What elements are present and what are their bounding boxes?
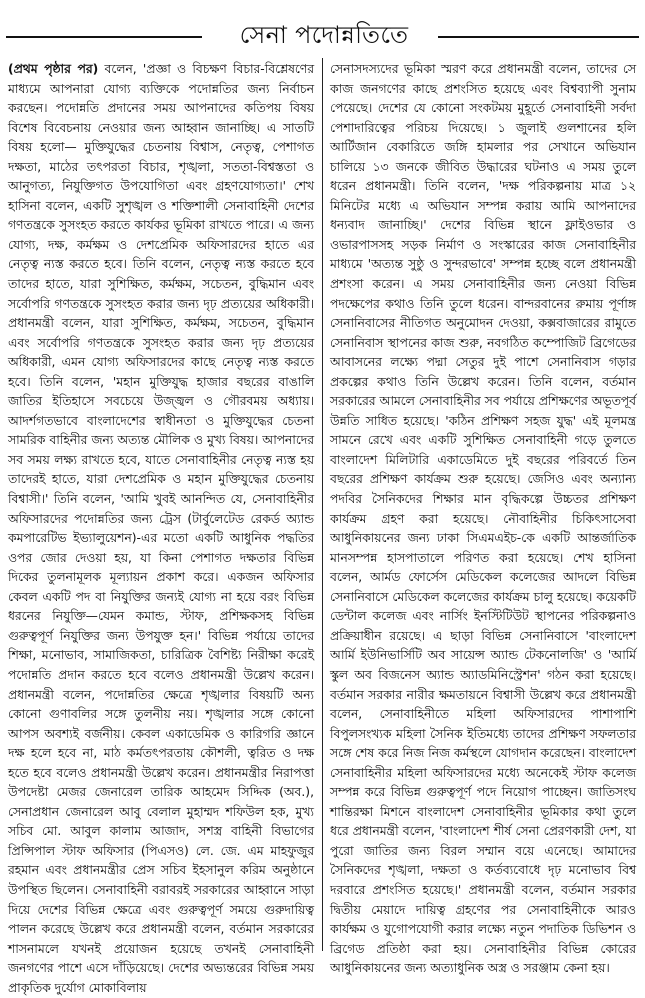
headline-title: সেনা পদোন্নতিতে xyxy=(239,21,409,49)
headline-rule-left xyxy=(6,36,202,38)
column-divider xyxy=(322,58,323,951)
headline-bar xyxy=(6,18,639,52)
article-paragraph-left xyxy=(8,60,314,998)
article-column-left xyxy=(8,60,314,995)
article-text-right: সেনাসদস্যদের ভূমিকা স্মরণ করে প্রধানমন্ত্রী বলেন, তাদের সে কাজ জনগণের কাছে প্রশংসিত হয়েছে এবং বিশ্বব্যাপী সুনাম পেয়েছে। দেশের যে কোনো সংকটময় মুহূর্তে সেনাবাহিনী সর্বদা পেশাদারিত্বের পরিচয় দিয়েছে। ১ জুলাই গুলশানের হলি আর্টিজান বেকারিতে জঙ্গি হামলার পর সেখানে অভিযান চালিয়ে ১৩ জনকে জীবিত উদ্ধারের ঘটনাও এ সময় তুলে ধরেন প্রধানমন্ত্রী। তিনি বলেন, 'দক্ষ পরিকল্পনায় মাত্র ১২ মিনিটের মধ্যে এ অভিযান সম্পন্ন করায় আমি আপনাদের ধন্যবাদ জানাচ্ছি।' দেশের বিভিন্ন স্থানে ফ্লাইওভার ও ওভারপাসসহ সড়ক নির্মাণ ও সংস্কারের কাজ সেনাবাহিনীর মাধ্যমে 'অত্যন্ত সুষ্ঠু ও সুন্দরভাবে' সম্পন্ন হচ্ছে বলে প্রধানমন্ত্রী প্রশংসা করেন। এ সময় সেনাবাহিনীর জন্য নেওয়া বিভিন্ন পদক্ষেপের কথাও তিনি তুলে ধরেন। বান্দরবানের রুমায় পূর্ণাঙ্গ সেনানিবাসের নীতিগত অনুমোদন দেওয়া, কক্সবাজারের রামুতে সেনানিবাস স্থাপনের কাজ শুরু, নবগঠিত কম্পোজিট ব্রিগেডের আবাসনের লক্ষ্যে পদ্মা সেতুর দুই পাশে সেনানিবাস গড়ার প্রকল্পের কথাও তিনি উল্লেখ করেন। তিনি বলেন, বর্তমান সরকারের আমলে সেনাবাহিনীর সব পর্যায়ে প্রশিক্ষণের অভূতপূর্ব উন্নতি সাধিত হয়েছে। 'কঠিন প্রশিক্ষণ সহজ যুদ্ধ' এই মূলমন্ত্র সামনে রেখে এবং একটি সুশিক্ষিত সেনাবাহিনী গড়ে তুলতে বাংলাদেশ মিলিটারি একাডেমিতে দুই বছরের পরিবর্তে তিন বছরের প্রশিক্ষণ কার্যক্রম শুরু হয়েছে। জেসিও এবং অন্যান্য পদবির সৈনিকদের শিক্ষার মান বৃদ্ধিকল্পে উচ্চতর প্রশিক্ষণ কার্যক্রম গ্রহণ করা হয়েছে। নৌবাহিনীর চিকিৎসাসেবা আধুনিকায়নের জন্য ঢাকা সিএমএইচ-কে একটি আন্তর্জাতিক মানসম্পন্ন হাসপাতালে পরিণত করা হয়েছে। শেখ হাসিনা বলেন, আর্মড ফোর্সেস মেডিকেল কলেজের আদলে বিভিন্ন সেনানিবাসে মেডিকেল কলেজের কার্যক্রম চালু হয়েছে। কয়েকটি ডেন্টাল কলেজ এবং নার্সিং ইনস্টিটিউট স্থাপনের পরিকল্পনাও প্রক্রিয়াধীন রয়েছে। এ ছাড়া বিভিন্ন সেনানিবাসে 'বাংলাদেশ আর্মি ইউনিভার্সিটি অব সায়েন্স অ্যান্ড টেকনোলজি' ও 'আর্মি স্কুল অব বিজনেস অ্যান্ড অ্যাডমিনিস্ট্রেশন' গঠন করা হয়েছে। বর্তমান সরকার নারীর ক্ষমতায়নে বিশ্বাসী উল্লেখ করে প্রধানমন্ত্রী বলেন, সেনাবাহিনীতে মহিলা অফিসারদের পাশাপাশি বিপুলসংখ্যক মহিলা সৈনিক ইতিমধ্যে তাদের প্রশিক্ষণ সফলতার সঙ্গে শেষ করে নিজ নিজ কর্মস্থলে যোগদান করেছেন। বাংলাদেশ সেনাবাহিনীর মহিলা অফিসারদের মধ্যে অনেকেই স্টাফ কলেজ সম্পন্ন করে বিভিন্ন গুরুত্বপূর্ণ পদে নিয়োগ পাচ্ছেন। জাতিসংঘ শান্তিরক্ষা মিশনে বাংলাদেশ সেনাবাহিনীর ভূমিকার কথা তুলে ধরে প্রধানমন্ত্রী বলেন, 'বাংলাদেশ শীর্ষ সেনা প্রেরণকারী দেশ, যা পুরো জাতির জন্য বিরল সম্মান বয়ে এনেছে। আমাদের সৈনিকদের শৃঙ্খলা, দক্ষতা ও কর্তব্যবোধে দৃঢ় মনোভাব বিশ্ব দরবারে প্রশংসিত হয়েছে।' প্রধানমন্ত্রী বলেন, বর্তমান সরকার দ্বিতীয় মেয়াদে দায়িত্ব গ্রহণের পর সেনাবাহিনীকে আরও কার্যক্ষম ও যুগোপযোগী করার লক্ষ্যে নতুন পদাতিক ডিভিশন ও ব্রিগেড প্রতিষ্ঠা করা হয়। সেনাবাহিনীর বিভিন্ন কোরের আধুনিকায়নের জন্য অত্যাধুনিক অস্ত্র ও সরঞ্জাম কেনা হয়। xyxy=(330,62,636,976)
continuation-kicker: (প্রথম পৃষ্ঠার পর) xyxy=(8,62,99,76)
article-column-right xyxy=(330,60,636,976)
article-text-left: বলেন, 'প্রজ্ঞা ও বিচক্ষণ বিচার-বিশ্লেষণের মাধ্যমে আপনারা যোগ্য ব্যক্তিকে পদোন্নতির জন্য নির্বাচন করছেন। পদোন্নতি প্রদানের সময় আপনাদের কতিপয় বিষয় বিশেষ বিবেচনায় নেওয়ার জন্য আহ্বান জানাচ্ছি। এ সাতটি বিষয় হলো— মুক্তিযুদ্ধের চেতনায় বিশ্বাস, নেতৃত্ব, পেশাগত দক্ষতা, মাঠের তৎপরতা বিচার, শৃঙ্খলা, সততা-বিশ্বস্ততা ও আনুগত্য, নিযুক্তিগত উপযোগিতা এবং গ্রহণযোগ্যতা।' শেখ হাসিনা বলেন, একটি সুশৃঙ্খল ও শক্তিশালী সেনাবাহিনী দেশের গণতন্ত্রকে সুসংহত করতে কার্যকর ভূমিকা রাখতে পারে। এ জন্য যোগ্য, দক্ষ, কর্মক্ষম ও দেশপ্রেমিক অফিসারদের হাতে এর নেতৃত্ব ন্যস্ত করতে হবে। তিনি বলেন, নেতৃত্ব ন্যস্ত করতে হবে তাদের হাতে, যারা সুশিক্ষিত, কর্মক্ষম, সচেতন, বুদ্ধিমান এবং সর্বোপরি গণতন্ত্রকে সুসংহত করার জন্য দৃঢ় প্রত্যয়ের অধিকারী। প্রধানমন্ত্রী বলেন, যারা সুশিক্ষিত, কর্মক্ষম, সচেতন, বুদ্ধিমান এবং সর্বোপরি গণতন্ত্রকে সুসংহত করার জন্য দৃঢ় প্রত্যয়ের অধিকারী, এমন যোগ্য অফিসারদের কাছে নেতৃত্ব ন্যস্ত করতে হবে। তিনি বলেন, 'মহান মুক্তিযুদ্ধ হাজার বছরের বাঙালি জাতির ইতিহাসে সবচেয়ে উজ্জ্বল ও গৌরবময় অধ্যায়। আদর্শগতভাবে বাংলাদেশের স্বাধীনতা ও মুক্তিযুদ্ধের চেতনা সামরিক বাহিনীর জন্য অত্যন্ত মৌলিক ও মুখ্য বিষয়। আপনাদের সব সময় লক্ষ্য রাখতে হবে, যাতে সেনাবাহিনীর নেতৃত্ব ন্যস্ত হয় তাদেরই হাতে, যারা দেশপ্রেমিক ও মহান মুক্তিযুদ্ধের চেতনায় বিশ্বাসী।' তিনি বলেন, 'আমি খুবই আনন্দিত যে, সেনাবাহিনীর অফিসারদের পদোন্নতির জন্য ট্রেস (টার্বুলেটেড রেকর্ড অ্যান্ড কমপারেটিভ ইভ্যালুয়েশন)-এর মতো একটি আধুনিক পদ্ধতির ওপর জোর দেওয়া হয়, যা কিনা পেশাগত দক্ষতার বিভিন্ন দিকের তুলনামূলক মূল্যায়ন প্রকাশ করে। একজন অফিসার কেবল একটি পদ বা নিযুক্তির জন্যই যোগ্য না হয়ে বরং বিভিন্ন ধরনের নিযুক্তি—যেমন কমান্ড, স্টাফ, প্রশিক্ষকসহ বিভিন্ন গুরুত্বপূর্ণ নিযুক্তির জন্য উপযুক্ত হন।' বিভিন্ন পর্যায়ে তাদের শিক্ষা, মনোভাব, সামাজিকতা, চারিত্রিক বৈশিষ্ট্য নিরীক্ষা করেই পদোন্নতি প্রদান করতে হবে বলেও প্রধানমন্ত্রী উল্লেখ করেন। প্রধানমন্ত্রী বলেন, পদোন্নতির ক্ষেত্রে শৃঙ্খলার বিষয়টি অন্য কোনো গুণাবলির সঙ্গে তুলনীয় নয়। শৃঙ্খলার সঙ্গে কোনো আপস অবশ্যই বর্জনীয়। কেবল একাডেমিক ও কারিগরি জ্ঞানে দক্ষ হলে হবে না, মাঠ কর্মতৎপরতায় কৌশলী, ত্বরিত ও দক্ষ হতে হবে বলেও প্রধানমন্ত্রী উল্লেখ করেন। প্রধানমন্ত্রীর নিরাপত্তা উপদেষ্টা মেজর জেনারেল তারিক আহমেদ সিদ্দিক (অব.), সেনাপ্রধান জেনারেল আবু বেলাল মুহাম্মদ শফিউল হক, মুখ্য সচিব মো. আবুল কালাম আজাদ, সশস্ত্র বাহিনী বিভাগের প্রিন্সিপাল স্টাফ অফিসার (পিএসও) লে. জে. এম মাহফুজুর রহমান এবং প্রধানমন্ত্রীর প্রেস সচিব ইহসানুল করিম অনুষ্ঠানে উপস্থিত ছিলেন। সেনাবাহিনী বরাবরই সরকারের আহ্বানে সাড়া দিয়ে দেশের বিভিন্ন ক্ষেত্রে এবং গুরুত্বপূর্ণ সময়ে গুরুদায়িত্ব পালন করেছে উল্লেখ করে প্রধানমন্ত্রী বলেন, বর্তমান সরকারের শাসনামলে যখনই প্রয়োজন হয়েছে তখনই সেনাবাহিনী জনগণের পাশে এসে দাঁড়িয়েছে। দেশের অভ্যন্তরের বিভিন্ন সময় প্রাকৃতিক দুর্যোগ মোকাবিলায় xyxy=(8,62,314,995)
headline-rule-right xyxy=(438,36,639,38)
